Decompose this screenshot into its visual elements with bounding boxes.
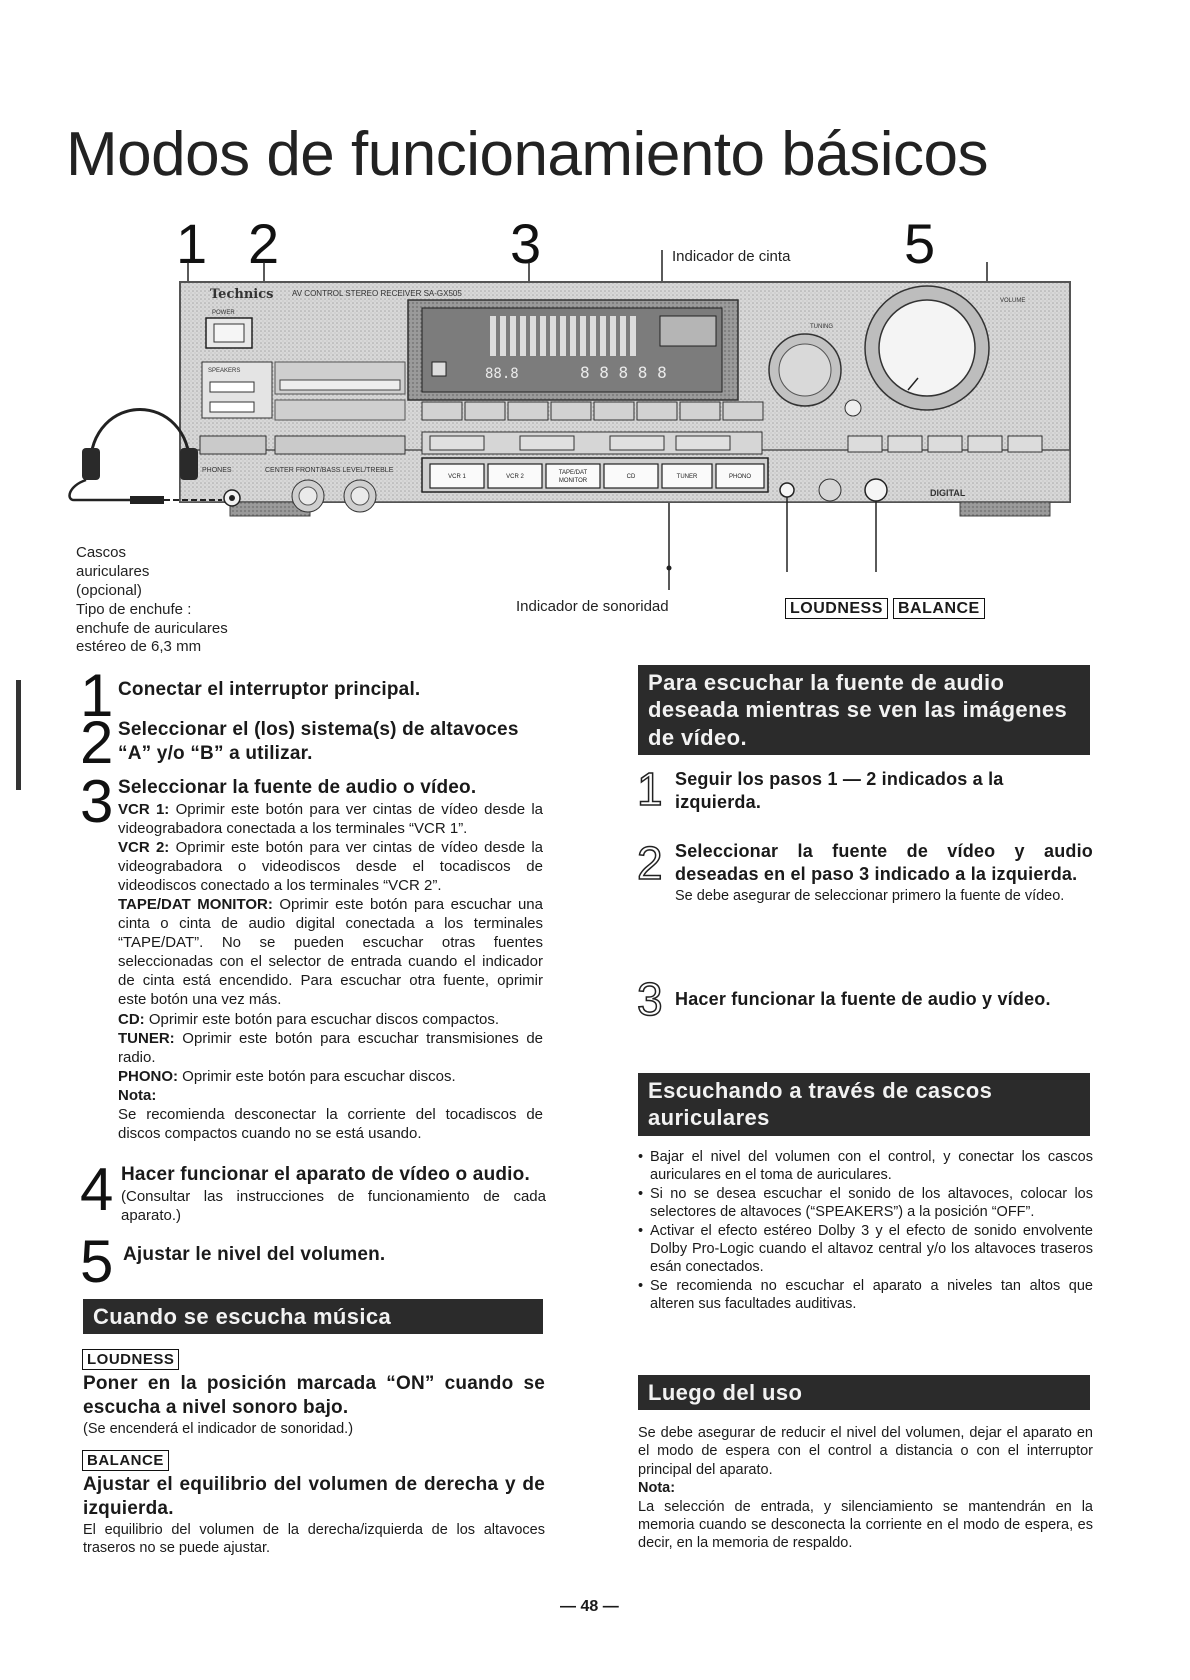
source-descriptions: [118, 800, 543, 1143]
source-text: Oprimir este botón para escuchar discos.: [182, 1067, 456, 1085]
sources-note: Se recomienda desconectar la corriente del tocadiscos de discos compactos cuando no se está usando.: [118, 1105, 543, 1142]
source-tape: [118, 895, 543, 1009]
video-step-1-heading: Seguir los pasos 1 — 2 indicados a la izquierda.: [675, 769, 1004, 812]
after-note: La selección de entrada, y silenciamiento se mantendrán en la memoria cuando se desconecta la corriente en el modo de espera, es decir, en la memoria de respaldo.: [638, 1498, 1093, 1552]
after-note-label: Nota:: [638, 1480, 676, 1497]
step-3-heading: Seleccionar la fuente de audio o vídeo.: [118, 777, 477, 798]
svg-text:8 8 8 8 8: 8 8 8 8 8: [580, 363, 667, 382]
loudness-box-label: LOUDNESS: [785, 598, 888, 619]
video-step-3-number: 3: [637, 973, 663, 1025]
source-cd: [118, 1010, 543, 1029]
step-4: [121, 1163, 546, 1225]
video-section-title: Para escuchar la fuente de audio deseada mientras se ven las imágenes de vídeo.: [638, 665, 1090, 755]
page-title: Modos de funcionamiento básicos: [66, 120, 988, 189]
source-text: Oprimir este botón para escuchar una cinta o cinta de audio digital conectada a los terminales “TAPE/DAT”. No se pueden escuchar otras fuentes seleccionadas con el selector de entrada cuando el indicador de cinta está encendido. Para escuchar otra fuente, oprimir este botón una vez más.: [118, 896, 543, 1009]
bullet-item: • Activar el efecto estéreo Dolby 3 y el efecto de sonido envolvente Dolby Pro-Logic cuando el altavoz central y/o los altavoces traseros esán conectados.: [638, 1222, 1093, 1277]
digital-logo: DIGITAL: [930, 488, 966, 498]
music-loudness-label: LOUDNESS: [82, 1349, 179, 1370]
receiver-illustration: [60, 250, 1090, 590]
step-5-heading: Ajustar le nivel del volumen.: [123, 1244, 386, 1265]
svg-text:TUNING: TUNING: [810, 324, 833, 330]
headphones-caption: [76, 544, 306, 657]
source-vcr1: [118, 800, 543, 838]
source-name: TUNER:: [118, 1029, 175, 1047]
step-1-heading: Conectar el interruptor principal.: [118, 679, 421, 700]
source-name: VCR 1:: [118, 801, 170, 818]
music-section-title: Cuando se escucha música: [83, 1299, 543, 1334]
step-2-heading: Seleccionar el (los) sistema(s) de altavoces “A” y/o “B” a utilizar.: [118, 719, 519, 764]
video-step-1-number: 1: [637, 763, 663, 815]
step-1-number: 1: [80, 662, 114, 729]
svg-text:88.8: 88.8: [485, 366, 519, 382]
callout-1: 1: [176, 212, 208, 275]
source-text: Oprimir este botón para escuchar discos compactos.: [148, 1010, 499, 1028]
source-name: PHONO:: [118, 1067, 178, 1085]
caption-line: enchufe de auriculares: [76, 619, 228, 637]
callout-5: 5: [904, 212, 936, 275]
caption-line: Tipo de enchufe :: [76, 600, 192, 618]
source-phono: [118, 1067, 543, 1086]
tape-indicator-label: Indicador de cinta: [672, 248, 791, 265]
loudness-heading: Poner en la posición marcada “ON” cuando se escucha a nivel sonoro bajo.: [83, 1373, 545, 1418]
source-tuner: [118, 1029, 543, 1067]
after-section-title: Luego del uso: [638, 1375, 1090, 1410]
source-vcr2: [118, 838, 543, 895]
caption-line: auriculares: [76, 562, 150, 580]
music-balance-label: BALANCE: [82, 1450, 169, 1471]
step-3-number: 3: [80, 768, 114, 835]
balance-note: El equilibrio del volumen de la derecha/izquierda de los altavoces traseros no se puede ajustar.: [83, 1521, 545, 1556]
callout-3: 3: [510, 212, 542, 275]
source-text: Oprimir este botón para ver cintas de vídeo desde la videograbadora o videodiscos desde el tocadiscos de videodiscos conectado a los terminales “VCR 2”.: [118, 839, 543, 895]
music-loudness: [83, 1372, 545, 1438]
step-2-number: 2: [80, 709, 114, 776]
brand-logo: Technics: [210, 287, 274, 302]
svg-text:CENTER FRONT/BASS LEVEL/TREBL: CENTER FRONT/BASS LEVEL/TREBLE: [265, 467, 394, 474]
headphones-section-title: Escuchando a través de cascos auriculares: [638, 1073, 1090, 1136]
source-text: Oprimir este botón para escuchar transmisiones de radio.: [118, 1029, 543, 1066]
caption-line: estéreo de 6,3 mm: [76, 638, 202, 656]
after-note-label-line: [638, 1479, 1093, 1497]
note-label: Nota:: [118, 1086, 157, 1104]
step-4-heading: Hacer funcionar el aparato de vídeo o audio.: [121, 1164, 530, 1185]
source-name: TAPE/DAT MONITOR:: [118, 896, 273, 914]
source-label-tape: TAPE/DAT: [558, 470, 588, 476]
loudness-note: (Se encenderá el indicador de sonoridad.): [83, 1420, 354, 1437]
svg-text:MONITOR: MONITOR: [558, 478, 588, 484]
sources-note-label: [118, 1086, 543, 1105]
svg-text:SPEAKERS: SPEAKERS: [208, 368, 241, 374]
source-label-tuner: TUNER: [676, 474, 698, 480]
margin-bar: [16, 680, 21, 790]
source-name: CD:: [118, 1010, 145, 1028]
source-label-vcr2: VCR 2: [506, 474, 524, 480]
svg-text:POWER: POWER: [212, 310, 235, 316]
step-5-number: 5: [80, 1228, 114, 1295]
after-section-body: [638, 1424, 1093, 1553]
headphones-bullets: [638, 1148, 1093, 1314]
page-number: — 48 —: [560, 1598, 619, 1615]
svg-text:VOLUME: VOLUME: [1000, 298, 1026, 304]
callout-2: 2: [248, 212, 280, 275]
source-label-cd: CD: [626, 474, 636, 480]
source-label-phono: PHONO: [728, 474, 752, 480]
bullet-item: • Se recomienda no escuchar el aparato a niveles tan altos que alteren sus facultades auditivas.: [638, 1277, 1093, 1314]
loudness-indicator-label: Indicador de sonoridad: [516, 598, 669, 615]
source-name: VCR 2:: [118, 839, 170, 857]
video-step-2-heading: Seleccionar la fuente de vídeo y audio deseadas en el paso 3 indicado a la izquierda.: [675, 841, 1093, 884]
video-step-2-note: Se debe asegurar de seleccionar primero la fuente de vídeo.: [675, 888, 1065, 904]
step-4-note: (Consultar las instrucciones de funcionamiento de cada aparato.): [121, 1187, 546, 1224]
svg-text:PHONES: PHONES: [202, 467, 232, 474]
bullet-item: • Si no se desea escuchar el sonido de los altavoces, colocar los selectores de altavoces (“SPEAKERS”) a la posición “OFF”.: [638, 1185, 1093, 1222]
video-step-2: [675, 840, 1093, 905]
caption-line: (opcional): [76, 581, 142, 599]
model-text: AV CONTROL STEREO RECEIVER SA-GX505: [292, 289, 462, 298]
balance-heading: Ajustar el equilibrio del volumen de derecha y de izquierda.: [83, 1474, 545, 1519]
video-step-2-number: 2: [637, 837, 663, 889]
video-step-3-heading: Hacer funcionar la fuente de audio y vídeo.: [675, 989, 1051, 1009]
music-balance: [83, 1473, 545, 1557]
bullet-item: • Bajar el nivel del volumen con el control, y conectar los cascos auriculares en el toma de auriculares.: [638, 1148, 1093, 1185]
after-text: Se debe asegurar de reducir el nivel del volumen, dejar el aparato en el modo de espera con el control a distancia o con el interruptor principal del aparato.: [638, 1425, 1093, 1478]
step-4-number: 4: [80, 1156, 114, 1223]
source-text: Oprimir este botón para ver cintas de vídeo desde la videograbadora conectada a los terminales “VCR 1”.: [118, 801, 543, 838]
caption-line: Cascos: [76, 544, 127, 561]
balance-box-label: BALANCE: [893, 598, 985, 619]
source-label-vcr1: VCR 1: [448, 474, 466, 480]
